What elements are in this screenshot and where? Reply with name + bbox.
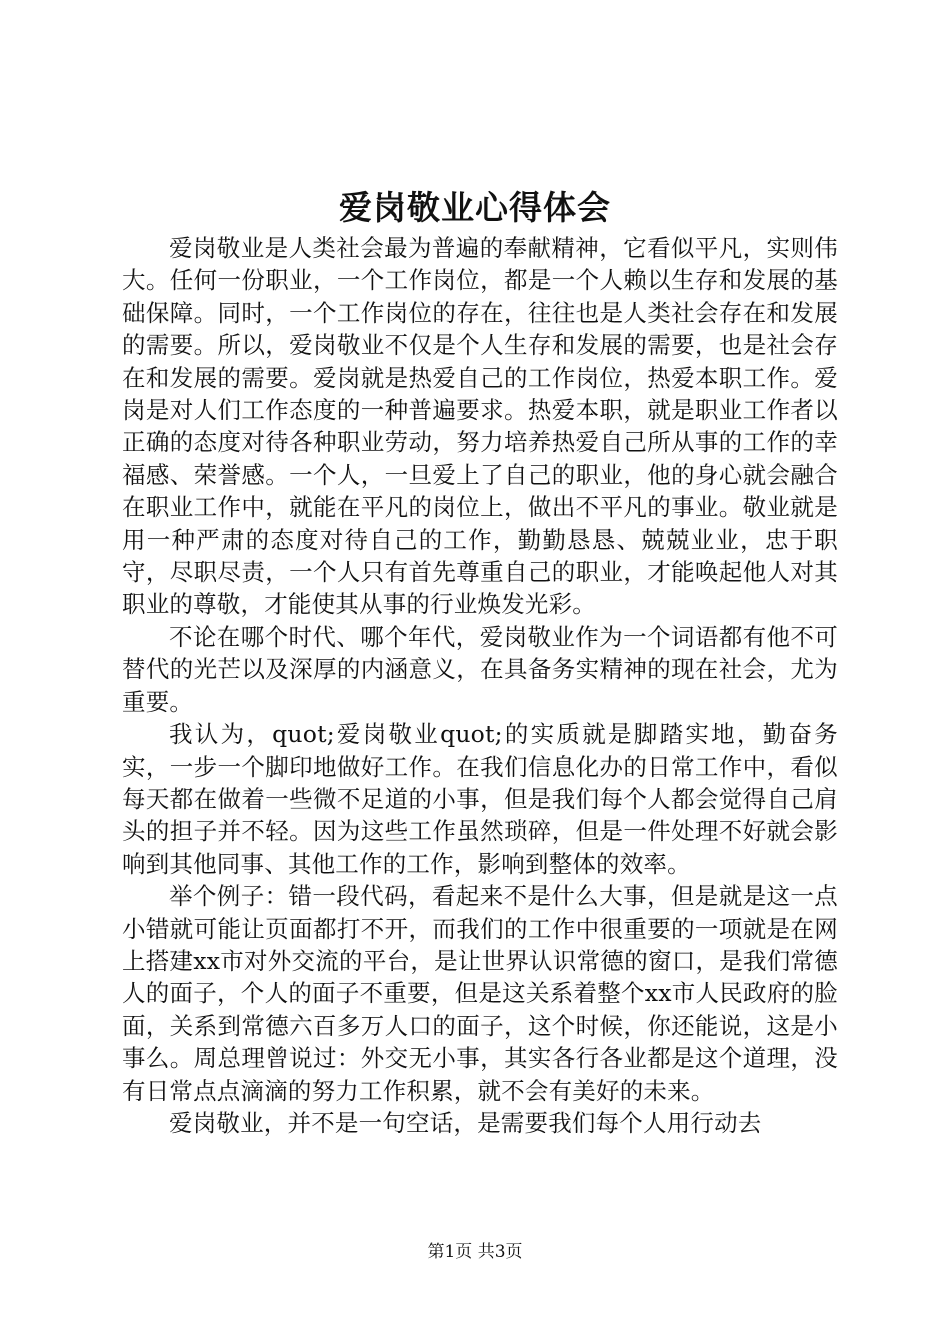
paragraph: 爱岗敬业，并不是一句空话，是需要我们每个人用行动去 (169, 1108, 762, 1137)
paragraph: 我认为，quot;爱岗敬业quot;的实质就是脚踏实地，勤奋务实，一步一个脚印地做好工作。在我们信息化办的日常工作中，看似每天都在做着一些微不足道的小事，但是我们每个人都会觉得自己肩头的担子并不轻。因为这些工作虽然琐碎，但是一件处理不好就会影响到其他同事、其他工作的工作，影响到整体的效率。 (122, 720, 838, 878)
paragraph: 不论在哪个时代、哪个年代，爱岗敬业作为一个词语都有他不可替代的光芒以及深厚的内涵意义，在具备务实精神的现在社会，尤为重要。 (122, 622, 838, 716)
document-title: 爱岗敬业心得体会 (339, 188, 611, 227)
page-indicator: 第1页 共3页 (427, 1242, 523, 1262)
document-body (122, 232, 838, 1139)
paragraph: 举个例子：错一段代码，看起来不是什么大事，但是就是这一点小错就可能让页面都打不开，而我们的工作中很重要的一项就是在网上搭建xx市对外交流的平台，是让世界认识常德的窗口，是我们常德人的面子，个人的面子不重要，但是这关系着整个xx市人民政府的脸面，关系到常德六百多万人口的面子，这个时候，你还能说，这是小事么。周总理曾说过：外交无小事，其实各行各业都是这个道理，没有日常点点滴滴的努力工作积累，就不会有美好的未来。 (122, 882, 838, 1105)
paragraph: 爱岗敬业是人类社会最为普遍的奉献精神，它看似平凡，实则伟大。任何一份职业，一个工作岗位，都是一个人赖以生存和发展的基础保障。同时，一个工作岗位的存在，往往也是人类社会存在和发展的需要。所以，爱岗敬业不仅是个人生存和发展的需要，也是社会存在和发展的需要。爱岗就是热爱自己的工作岗位，热爱本职工作。爱岗是对人们工作态度的一种普遍要求。热爱本职，就是职业工作者以正确的态度对待各种职业劳动，努力培养热爱自己所从事的工作的幸福感、荣誉感。一个人，一旦爱上了自己的职业，他的身心就会融合在职业工作中，就能在平凡的岗位上，做出不平凡的事业。敬业就是用一种严肃的态度对待自己的工作，勤勤恳恳、兢兢业业，忠于职守，尽职尽责，一个人只有首先尊重自己的职业，才能唤起他人对其职业的尊敬，才能使其从事的行业焕发光彩。 (122, 234, 838, 619)
